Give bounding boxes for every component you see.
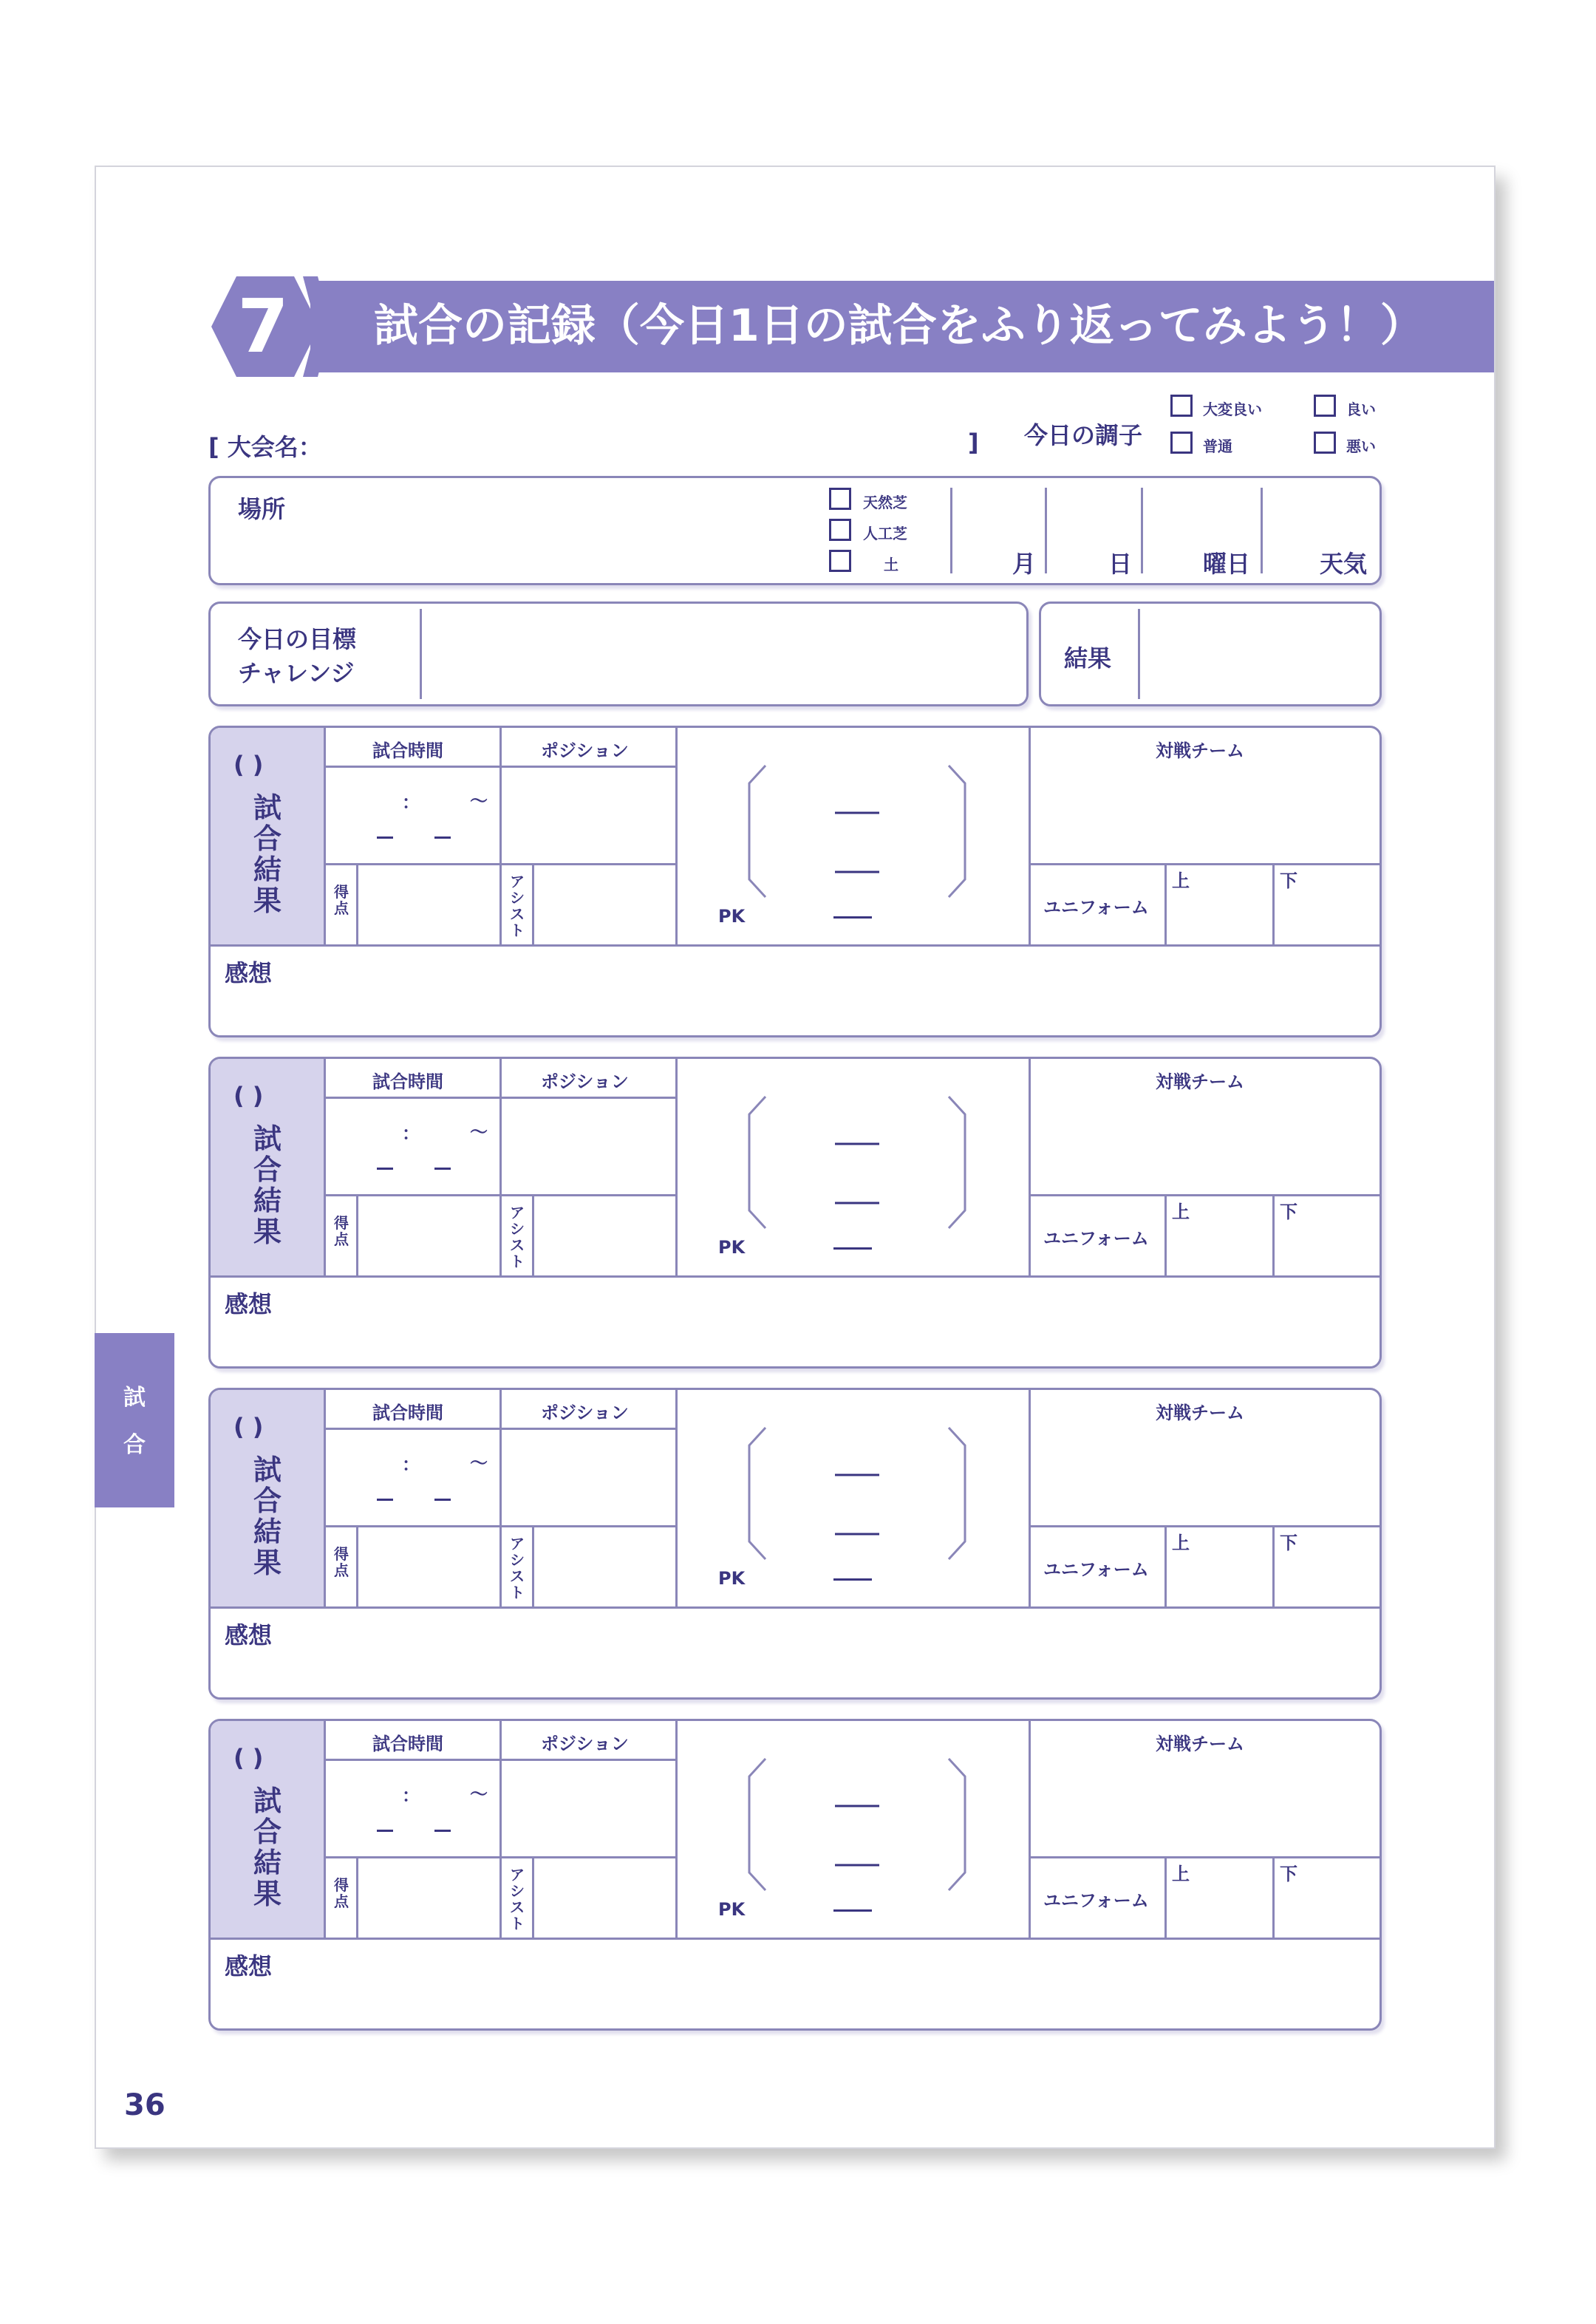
divider: [1272, 1856, 1275, 1939]
score-char: 得: [334, 1214, 349, 1232]
assist-char: ト: [510, 1253, 525, 1270]
tournament-label: [ 大会名：: [208, 433, 322, 461]
divider: [324, 1097, 677, 1099]
uniform-label: ユニフォーム: [1043, 1890, 1149, 1911]
game-result-char: 結: [253, 1847, 282, 1879]
game-result-char: 試: [253, 1454, 282, 1486]
assist-char: ア: [510, 873, 525, 890]
opponent-label: 対戦チーム: [1156, 740, 1244, 761]
condition-label: 今日の調子: [1024, 421, 1143, 449]
uniform-bottom-label: 下: [1280, 870, 1297, 891]
impression-label: 感想: [225, 1621, 273, 1649]
divider: [324, 1057, 326, 1277]
assist-char: ト: [510, 1584, 525, 1601]
score-char: 点: [334, 1230, 349, 1248]
opponent-label: 対戦チーム: [1156, 1071, 1244, 1092]
time-colon: ：: [402, 792, 420, 813]
condition-option-very-good: 大変良い: [1203, 401, 1262, 418]
score-char: 点: [334, 899, 349, 917]
divider: [499, 1388, 502, 1608]
game-number-paren: ( ): [233, 1413, 264, 1441]
pk-dash: [833, 1578, 872, 1581]
condition-checkbox-good[interactable]: [1314, 395, 1336, 417]
month-label: 月: [1012, 550, 1037, 578]
divider: [1029, 1525, 1382, 1527]
assist-char: シ: [510, 889, 525, 907]
score-brackets: [739, 1754, 975, 1895]
time-dash: [377, 1830, 393, 1832]
time-dash: [434, 1830, 451, 1832]
uniform-label: ユニフォーム: [1043, 897, 1149, 918]
divider: [532, 1194, 534, 1277]
uniform-top-label: 上: [1172, 1202, 1190, 1222]
game-result-char: 合: [253, 1485, 282, 1517]
divider: [420, 609, 422, 699]
side-tab: [95, 1333, 174, 1507]
time-dash: [377, 1168, 393, 1170]
surface-checkbox-soil[interactable]: [829, 550, 851, 572]
divider: [324, 726, 326, 946]
position-label: ポジション: [541, 1071, 629, 1092]
divider: [208, 1938, 1382, 1940]
divider: [1138, 609, 1140, 699]
time-dash: [434, 1168, 451, 1170]
time-tilde: ～: [470, 1784, 488, 1805]
condition-checkbox-bad[interactable]: [1314, 432, 1336, 454]
weather-label: 天気: [1320, 550, 1368, 578]
divider: [1261, 488, 1263, 573]
side-tab-char: 試: [123, 1385, 146, 1411]
uniform-label: ユニフォーム: [1043, 1228, 1149, 1249]
place-label: 場所: [238, 495, 286, 523]
time-dash: [377, 836, 393, 839]
uniform-bottom-label: 下: [1280, 1864, 1297, 1884]
divider: [675, 1719, 678, 1939]
tournament-close: ]: [968, 429, 979, 457]
impression-label: 感想: [225, 1290, 273, 1318]
assist-char: ア: [510, 1204, 525, 1221]
game-result-char: 果: [253, 1216, 282, 1248]
divider: [1164, 1856, 1167, 1939]
time-tilde: ～: [470, 1453, 488, 1473]
condition-option-normal: 普通: [1203, 437, 1232, 455]
divider: [1045, 488, 1047, 573]
divider: [324, 1525, 677, 1527]
divider: [324, 1194, 677, 1196]
divider: [499, 1057, 502, 1277]
game-number-paren: ( ): [233, 751, 264, 779]
time-colon: ：: [402, 1454, 420, 1475]
divider: [1029, 1057, 1031, 1277]
condition-option-good: 良い: [1346, 401, 1376, 418]
weekday-label: 曜日: [1203, 550, 1251, 578]
goal-label-line2: チャレンジ: [238, 659, 355, 687]
divider: [1029, 863, 1382, 865]
divider: [324, 1856, 677, 1858]
game-result-char: 果: [253, 1547, 282, 1579]
time-colon: ：: [402, 1785, 420, 1806]
divider: [1272, 863, 1275, 946]
impression-label: 感想: [225, 1952, 273, 1980]
game-result-char: 試: [253, 1122, 282, 1155]
divider: [356, 1856, 358, 1939]
game-result-char: 結: [253, 853, 282, 886]
game-result-char: 試: [253, 791, 282, 824]
divider: [532, 863, 534, 946]
game-result-char: 合: [253, 1154, 282, 1186]
assist-char: ス: [510, 1567, 525, 1585]
pk-dash: [833, 916, 872, 919]
divider: [324, 863, 677, 865]
pk-dash: [833, 1909, 872, 1912]
game-number-paren: ( ): [233, 1082, 264, 1110]
divider: [356, 863, 358, 946]
uniform-top-label: 上: [1172, 1864, 1190, 1884]
divider: [1164, 1525, 1167, 1608]
divider: [208, 1275, 1382, 1278]
section-number: 7: [237, 283, 289, 369]
score-char: 点: [334, 1561, 349, 1579]
game-number-paren: ( ): [233, 1744, 264, 1772]
assist-char: シ: [510, 1882, 525, 1900]
score-char: 得: [334, 883, 349, 901]
uniform-top-label: 上: [1172, 870, 1190, 891]
opponent-label: 対戦チーム: [1156, 1734, 1244, 1754]
surface-checkbox-natural[interactable]: [829, 488, 851, 510]
game-result-char: 果: [253, 885, 282, 917]
uniform-bottom-label: 下: [1280, 1533, 1297, 1553]
score-brackets: [739, 761, 975, 902]
time-dash: [377, 1499, 393, 1501]
divider: [356, 1194, 358, 1277]
divider: [324, 766, 677, 768]
side-tab-char: 合: [123, 1432, 146, 1458]
condition-checkbox-normal[interactable]: [1170, 432, 1193, 454]
divider: [499, 726, 502, 946]
divider: [1164, 1194, 1167, 1277]
divider: [324, 1428, 677, 1430]
score-char: 得: [334, 1876, 349, 1894]
divider: [356, 1525, 358, 1608]
divider: [1272, 1525, 1275, 1608]
match-time-label: 試合時間: [372, 1734, 443, 1754]
assist-char: ア: [510, 1535, 525, 1553]
game-result-char: 結: [253, 1185, 282, 1217]
score-char: 点: [334, 1892, 349, 1910]
game-result-char: 合: [253, 1816, 282, 1848]
divider: [1141, 488, 1143, 573]
match-time-label: 試合時間: [372, 740, 443, 761]
time-colon: ：: [402, 1123, 420, 1144]
assist-char: ス: [510, 1236, 525, 1254]
game-result-char: 果: [253, 1878, 282, 1910]
assist-char: ス: [510, 905, 525, 923]
uniform-top-label: 上: [1172, 1533, 1190, 1553]
time-tilde: ～: [470, 791, 488, 811]
condition-option-bad: 悪い: [1346, 437, 1376, 455]
assist-char: ト: [510, 921, 525, 939]
surface-artificial-grass: 人工芝: [863, 525, 907, 542]
result-label: 結果: [1064, 644, 1112, 672]
game-result-char: 結: [253, 1516, 282, 1548]
divider: [208, 944, 1382, 947]
position-label: ポジション: [541, 1734, 629, 1754]
divider: [1029, 1194, 1382, 1196]
time-dash: [434, 836, 451, 839]
time-dash: [434, 1499, 451, 1501]
position-label: ポジション: [541, 1403, 629, 1423]
uniform-bottom-label: 下: [1280, 1202, 1297, 1222]
uniform-label: ユニフォーム: [1043, 1559, 1149, 1580]
score-char: 得: [334, 1545, 349, 1563]
day-label: 日: [1108, 550, 1133, 578]
divider: [324, 1388, 326, 1608]
divider: [324, 1719, 326, 1939]
divider: [1029, 726, 1031, 946]
page-number: 36: [124, 2088, 166, 2122]
pk-dash: [833, 1247, 872, 1250]
divider: [532, 1856, 534, 1939]
divider: [675, 726, 678, 946]
surface-natural-grass: 天然芝: [863, 494, 907, 511]
surface-soil: 土: [884, 556, 898, 573]
time-tilde: ～: [470, 1122, 488, 1142]
divider: [675, 1388, 678, 1608]
condition-checkbox-very-good[interactable]: [1170, 395, 1193, 417]
position-label: ポジション: [541, 740, 629, 761]
divider: [324, 1759, 677, 1761]
divider: [675, 1057, 678, 1277]
page-title: 試合の記録（今日1日の試合をふり返ってみよう！）: [374, 300, 1425, 352]
pk-label: PK: [718, 1568, 746, 1589]
score-brackets: [739, 1092, 975, 1233]
assist-char: ア: [510, 1866, 525, 1884]
divider: [1029, 1388, 1031, 1608]
pk-label: PK: [718, 1899, 746, 1920]
goal-label-line1: 今日の目標: [238, 625, 357, 653]
score-brackets: [739, 1423, 975, 1564]
divider: [1164, 863, 1167, 946]
pk-label: PK: [718, 906, 746, 927]
match-time-label: 試合時間: [372, 1071, 443, 1092]
impression-label: 感想: [225, 959, 273, 987]
divider: [532, 1525, 534, 1608]
assist-char: ト: [510, 1915, 525, 1932]
divider: [1029, 1856, 1382, 1858]
pk-label: PK: [718, 1237, 746, 1258]
assist-char: シ: [510, 1220, 525, 1238]
divider: [1272, 1194, 1275, 1277]
opponent-label: 対戦チーム: [1156, 1403, 1244, 1423]
assist-char: ス: [510, 1898, 525, 1916]
divider: [950, 488, 952, 573]
divider: [1029, 1719, 1031, 1939]
divider: [208, 1606, 1382, 1609]
match-time-label: 試合時間: [372, 1403, 443, 1423]
divider: [499, 1719, 502, 1939]
section-number-badge: [207, 272, 332, 381]
surface-checkbox-artificial[interactable]: [829, 519, 851, 541]
assist-char: シ: [510, 1551, 525, 1569]
game-result-char: 試: [253, 1785, 282, 1817]
game-result-char: 合: [253, 822, 282, 855]
